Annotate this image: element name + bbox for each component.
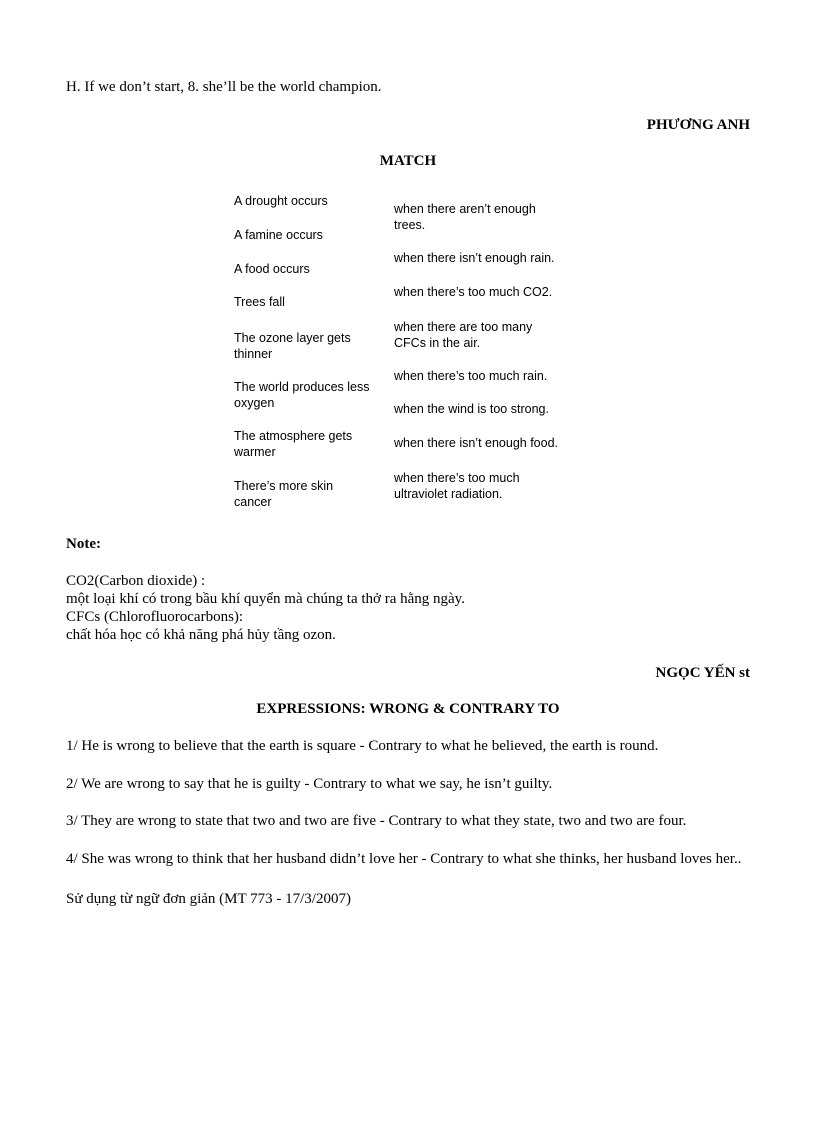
match-right-item-8: when there’s too much ultraviolet radiation. <box>394 471 520 501</box>
expression-item-2: 2/ We are wrong to say that he is guilty - Contrary to what we say, he isn’t guilty. <box>66 776 553 792</box>
note-line-3: CFCs (Chlorofluorocarbons): <box>66 609 244 625</box>
match-left-item-7: The atmosphere gets warmer <box>234 429 353 459</box>
match-left-item-1: A drought occurs <box>234 194 328 208</box>
match-right-item-7: when there isn’t enough food. <box>394 436 559 450</box>
note-line-2: một loại khí có trong bầu khí quyển mà chúng ta thở ra hằng ngày. <box>66 591 465 607</box>
match-right-item-3: when there’s too much CO2. <box>394 285 553 299</box>
match-left-item-4: Trees fall <box>234 295 285 309</box>
match-right-item-5: when there’s too much rain. <box>394 369 548 383</box>
expressions-footer: Sử dụng từ ngữ đơn giản (MT 773 - 17/3/2007) <box>66 891 351 907</box>
match-left-item-5: The ozone layer gets thinner <box>234 331 351 361</box>
expression-item-1: 1/ He is wrong to believe that the earth is square - Contrary to what he believed, the earth is round. <box>66 738 659 754</box>
match-left-item-2: A famine occurs <box>234 228 323 242</box>
match-right-item-1: when there aren’t enough trees. <box>394 202 536 232</box>
match-right-item-2: when there isn’t enough rain. <box>394 251 555 265</box>
expression-item-3: 3/ They are wrong to state that two and two are five - Contrary to what they state, two and two are four. <box>66 813 687 829</box>
match-right-item-4: when there are too many CFCs in the air. <box>394 320 533 350</box>
match-title: MATCH <box>379 153 437 169</box>
match-left-item-8: There’s more skin cancer <box>234 479 334 509</box>
match-right-item-6: when the wind is too strong. <box>394 402 549 416</box>
intro-line: H. If we don’t start, 8. she’ll be the world champion. <box>66 79 382 95</box>
author-ngoc-yen: NGỌC YẾN st <box>655 665 750 681</box>
expressions-title: EXPRESSIONS: WRONG & CONTRARY TO <box>256 701 560 717</box>
author-phuong-anh: PHƯƠNG ANH <box>646 117 750 133</box>
note-heading: Note: <box>66 536 101 552</box>
note-line-4: chất hóa học có khả năng phá hủy tầng ozon. <box>66 627 336 643</box>
expression-item-4: 4/ She was wrong to think that her husband didn’t love her - Contrary to what she thinks, her husband loves her.. <box>66 851 742 867</box>
match-left-item-3: A food occurs <box>234 262 310 276</box>
match-left-item-6: The world produces less oxygen <box>234 380 370 410</box>
note-line-1: CO2(Carbon dioxide) : <box>66 573 206 589</box>
